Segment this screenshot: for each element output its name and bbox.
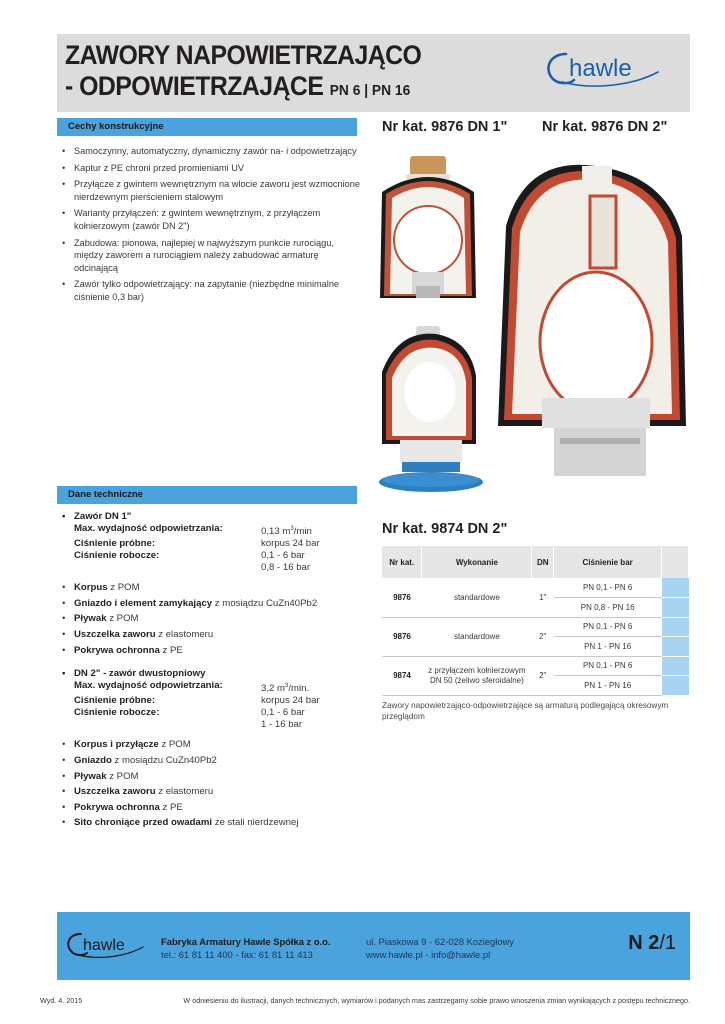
material-desc: ze stali nierdzewnej [212,817,299,829]
spec-value: 0,1 - 6 bar [261,707,305,719]
hawle-logo [542,48,662,90]
cell-blue [662,656,689,676]
spec-key: Ciśnienie próbne: [74,695,156,707]
page-code-bold: N 2 [628,932,660,954]
features-heading: Cechy konstrukcyjne [57,118,357,136]
material-item [62,739,362,751]
material-desc: z POM [106,770,139,782]
spec-row [62,550,362,562]
material-name: Sito chroniące przed owadami [74,817,213,829]
cell-wykonanie: standardowe [422,578,532,617]
cell-blue [662,578,689,598]
page-code-rest: /1 [659,932,676,954]
spec-value: korpus 24 bar [261,538,320,550]
material-item [62,629,362,641]
address-line: ul. Piaskowa 9 - 62-028 Koziegłowy [366,936,514,947]
cell-blue [662,637,689,657]
product-heading-2: Nr kat. 9876 DN 2" [542,119,668,135]
cell-pressure: PN 0,8 - PN 16 [554,598,662,618]
disclaimer: W odniesieniu do ilustracji, danych technicznych, wymiarów i podanych mas zastrzegamy sobie prawo wnoszenia zmian wynikających z postępu technicznego. [183,996,690,1005]
title-line-2 [65,71,421,106]
spec-row [62,695,362,707]
cell-nr: 9876 [382,578,422,617]
material-name: Korpus [74,582,108,594]
feature-item: • Warianty przyłączeń: z gwintem wewnętrznym, z przyłączem kołnierzowym (zawór DN 2") [62,207,362,232]
cell-dn: 2" [532,617,554,656]
edition: Wyd. 4. 2015 [40,996,83,1005]
cell-pressure: PN 0,1 - PN 6 [554,656,662,676]
cell-pressure: PN 1 - PN 16 [554,676,662,696]
feature-item: • Kaptur z PE chroni przed promieniami UV [62,162,362,175]
material-name: Pływak [74,770,107,782]
column-header: Ciśnienie bar [554,546,662,578]
cell-wykonanie: standardowe [422,617,532,656]
material-name: Gniazdo [74,754,112,766]
cell-dn: 1" [532,578,554,617]
tech-section [62,511,362,833]
material-name: Uszczelka zaworu [74,628,156,640]
valve-dn2-image [486,146,692,484]
spec-key: Max. wydajność odpowietrzania: [74,523,223,534]
cell-wykonanie: z przyłączem kołnierzowym DN 50 (żeliwo sferoidalne) [422,656,532,695]
feature-item: • Zabudowa: pionowa, najlepiej w najwyższym punkcie rurociągu, między zaworem a rurociągiem należy zabudować armaturę odcinającą [62,237,362,275]
table-note: Zawory napowietrzająco-odpowietrzające są armaturą podlegającą okresowym przeglądom [382,701,669,721]
material-name: Pływak [74,613,107,625]
cell-pressure: PN 0,1 - PN 6 [554,578,662,598]
company-address [366,935,514,961]
material-item [62,771,362,783]
tech-heading: Dane techniczne [57,486,357,504]
material-item [62,598,362,610]
spec-value: 1 - 16 bar [261,719,303,731]
column-header: DN [532,546,554,578]
material-desc: z PE [159,644,183,656]
spec-row [62,562,362,574]
material-desc: z PE [159,801,183,813]
material-desc: z mosiądzu CuZn40Pb2 [111,754,217,766]
material-name: Pokrywa ochronna [74,801,160,813]
feature-item: • Samoczynny, automatyczny, dynamiczny zawór na- i odpowietrzający [62,145,362,158]
page-header [57,34,690,112]
features-section [62,145,362,308]
logo-text: hawle [569,55,632,82]
material-desc: z POM [107,582,140,594]
material-name: Gniazdo i element zamykający [74,597,213,609]
table-row [382,617,689,637]
cell-blue [662,617,689,637]
cell-pressure: PN 1 - PN 16 [554,637,662,657]
material-item [62,645,362,657]
material-desc: z POM [158,739,191,751]
spec-value: 0,8 - 16 bar [261,562,311,574]
table-header-row [382,546,689,578]
valve-dn1-image [372,148,484,310]
catalog-table [382,546,689,696]
spec-key: Ciśnienie robocze: [74,550,160,562]
spec-key: Max. wydajność odpowietrzania: [74,680,223,692]
material-name: Uszczelka zaworu [74,786,156,798]
spec-row [62,523,362,538]
title-line-2-text: - ODPOWIETRZAJĄCE [65,71,324,101]
company-name: Fabryka Armatury Hawle Spółka z o.o. [161,936,331,947]
material-name: Pokrywa ochronna [74,644,160,656]
spec-key [74,562,261,574]
web-link[interactable]: www.hawle.pl - info@hawle.pl [366,949,491,960]
material-item [62,755,362,767]
column-header: Wykonanie [422,546,532,578]
spec-row [62,719,362,731]
page-title [65,40,421,106]
cell-dn: 2" [532,656,554,695]
valve-flanged-image [372,322,488,496]
material-item [62,786,362,798]
spec-value: 0,13 $m^3/\min$ [261,526,312,538]
feature-item: • Zawór tylko odpowietrzający: na zapytanie (niezbędne minimalne ciśnienie 0,3 bar) [62,278,362,303]
title-line-1: ZAWORY NAPOWIETRZAJĄCO [65,40,422,70]
pressure-rating: PN 6 | PN 16 [329,82,411,99]
product-heading-3: Nr kat. 9874 DN 2" [382,521,508,537]
material-name: Korpus i przyłącze [74,739,159,751]
bottom-line [40,996,690,1005]
column-header-blank [662,546,689,578]
spec-key [74,719,261,731]
spec-value: korpus 24 bar [261,695,320,707]
material-item [62,817,362,829]
product-heading-1: Nr kat. 9876 DN 1" [382,119,508,135]
dn2-title: • DN 2" - zawór dwustopniowy [62,668,362,680]
material-desc: z mosiądzu CuZn40Pb2 [212,597,318,609]
feature-item: • Przyłącze z gwintem wewnętrznym na wlocie zaworu jest wzmocnione nierdzewnym pierścieniem stalowym [62,178,362,203]
cell-pressure: PN 0,1 - PN 6 [554,617,662,637]
cell-nr: 9876 [382,617,422,656]
spec-key: Ciśnienie próbne: [74,538,156,550]
table-row [382,656,689,676]
spec-row [62,707,362,719]
page-footer [57,912,690,980]
dn1-title: • Zawór DN 1" [62,511,362,523]
company-phone: tel.: 61 81 11 400 - fax: 61 81 11 413 [161,949,313,960]
spec-row [62,538,362,550]
material-desc: z POM [106,613,139,625]
spec-value: 3,2 $m^3/\min$. [261,683,310,695]
spec-key: Ciśnienie robocze: [74,707,160,719]
spec-value: 0,1 - 6 bar [261,550,305,562]
company-info [161,935,331,961]
hawle-footer-logo [65,930,145,960]
footer-logo-text: hawle [83,937,125,954]
material-desc: z elastomeru [155,628,214,640]
material-desc: z elastomeru [155,786,214,798]
material-item [62,582,362,594]
table-row [382,578,689,598]
column-header: Nr kat. [382,546,422,578]
cell-blue [662,598,689,618]
material-item [62,802,362,814]
spec-row [62,680,362,695]
material-item [62,613,362,625]
page-code [628,932,676,955]
cell-blue [662,676,689,696]
cell-nr: 9874 [382,656,422,695]
